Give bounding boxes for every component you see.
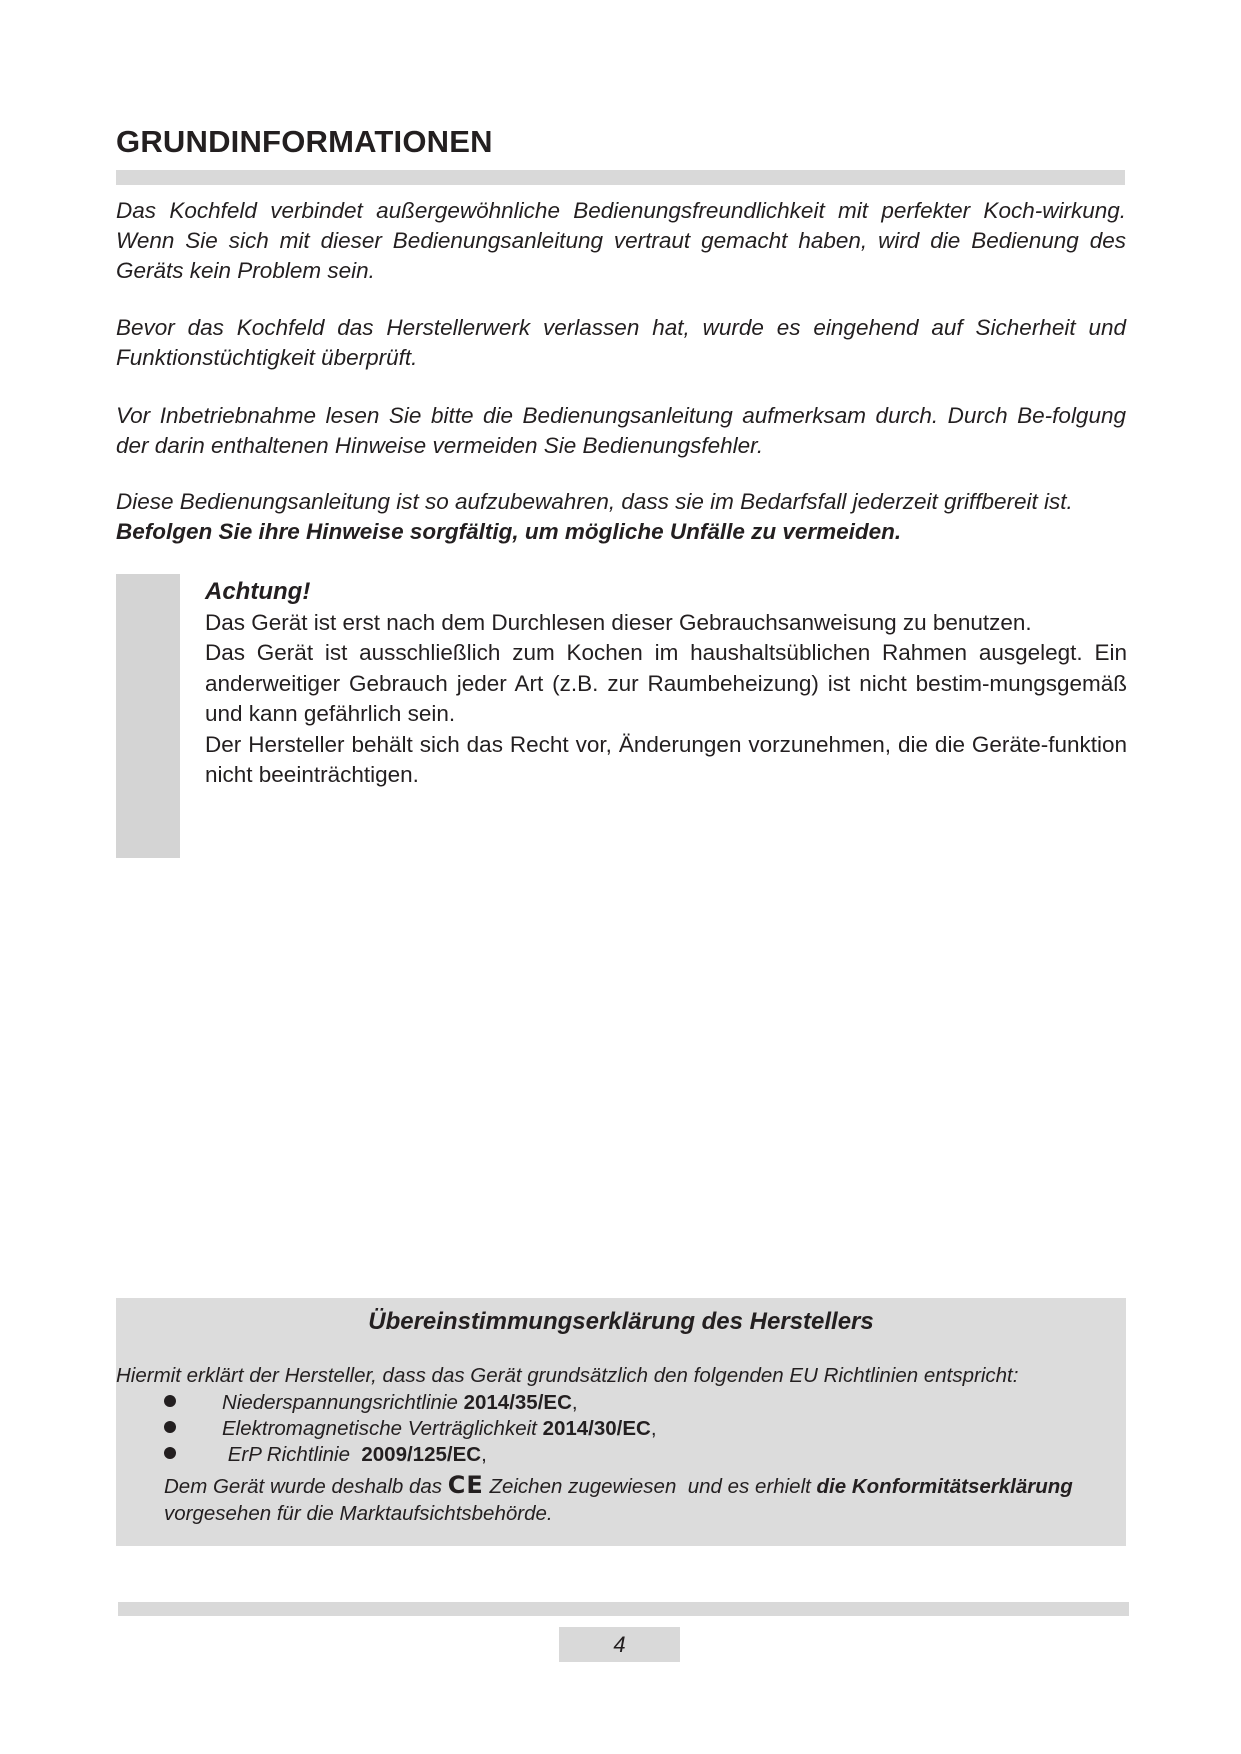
conformity-box [116,1298,1126,1546]
directive-item: ErP Richtlinie 2009/125/EC, [164,1442,657,1468]
bullet-icon [164,1395,176,1407]
ce-mark-icon: CE [447,1471,484,1499]
conformity-intro: Hiermit erklärt der Hersteller, dass das Gerät grundsätzlich den folgenden EU Richtlinien entspricht: [116,1364,1019,1387]
bullet-icon [164,1447,176,1459]
safety-note: Befolgen Sie ihre Hinweise sorgfältig, um mögliche Unfälle zu vermeiden. [116,519,902,544]
intro-paragraph-1: Das Kochfeld verbindet außergewöhnliche Bedienungsfreundlichkeit mit perfekter Koch-wirkung. Wenn Sie sich mit dieser Bedienungsanleitung vertraut gemacht haben, wird die Bedienung des Geräts kein Problem sein. [116,198,1126,283]
directive-item: Niederspannungsrichtlinie 2014/35/EC, [164,1390,657,1416]
conformity-title: Übereinstimmungserklärung des Herstellers [368,1308,874,1335]
warning-line-2: Das Gerät ist ausschließlich zum Kochen im haushaltsüblichen Rahmen ausgelegt. Ein anderweitiger Gebrauch jeder Art (z.B. zur Raumbeheizung) ist nicht bestim-mungsgemäß und kann gefährlich sein. [205,640,1127,726]
header-divider [116,170,1125,185]
intro-paragraph-3: Vor Inbetriebnahme lesen Sie bitte die Bedienungsanleitung aufmerksam durch. Durch Be-folgung der darin enthaltenen Hinweise vermeiden Sie Bedienungsfehler. [116,403,1126,458]
page-title: GRUNDINFORMATIONEN [116,124,493,159]
conformity-closing: Dem Gerät wurde deshalb das CE Zeichen zugewiesen und es erhielt die Konformitätserklärung vorgesehen für die Marktaufsichtsbehörde. [164,1471,1073,1525]
warning-line-1: Das Gerät ist erst nach dem Durchlesen dieser Gebrauchsanweisung zu benutzen. [205,609,1032,635]
page-number: 4 [559,1627,680,1662]
warning-title: Achtung! [205,578,311,605]
directive-list [164,1390,657,1468]
intro-paragraph-2: Bevor das Kochfeld das Herstellerwerk verlassen hat, wurde es eingehend auf Sicherheit und Funktionstüchtigkeit überprüft. [116,315,1126,370]
intro-paragraph-4 [116,487,1156,547]
storage-note: Diese Bedienungsanleitung ist so aufzubewahren, dass sie im Bedarfsfall jederzeit griffbereit ist. [116,489,1073,514]
footer-divider [118,1602,1129,1616]
warning-block [205,577,1127,791]
directive-item: Elektromagnetische Verträglichkeit 2014/30/EC, [164,1416,657,1442]
warning-line-3: Der Hersteller behält sich das Recht vor, Änderungen vorzunehmen, die die Geräte-funktion nicht beeinträchtigen. [205,731,1127,787]
warning-side-bar [116,574,180,858]
bullet-icon [164,1421,176,1433]
